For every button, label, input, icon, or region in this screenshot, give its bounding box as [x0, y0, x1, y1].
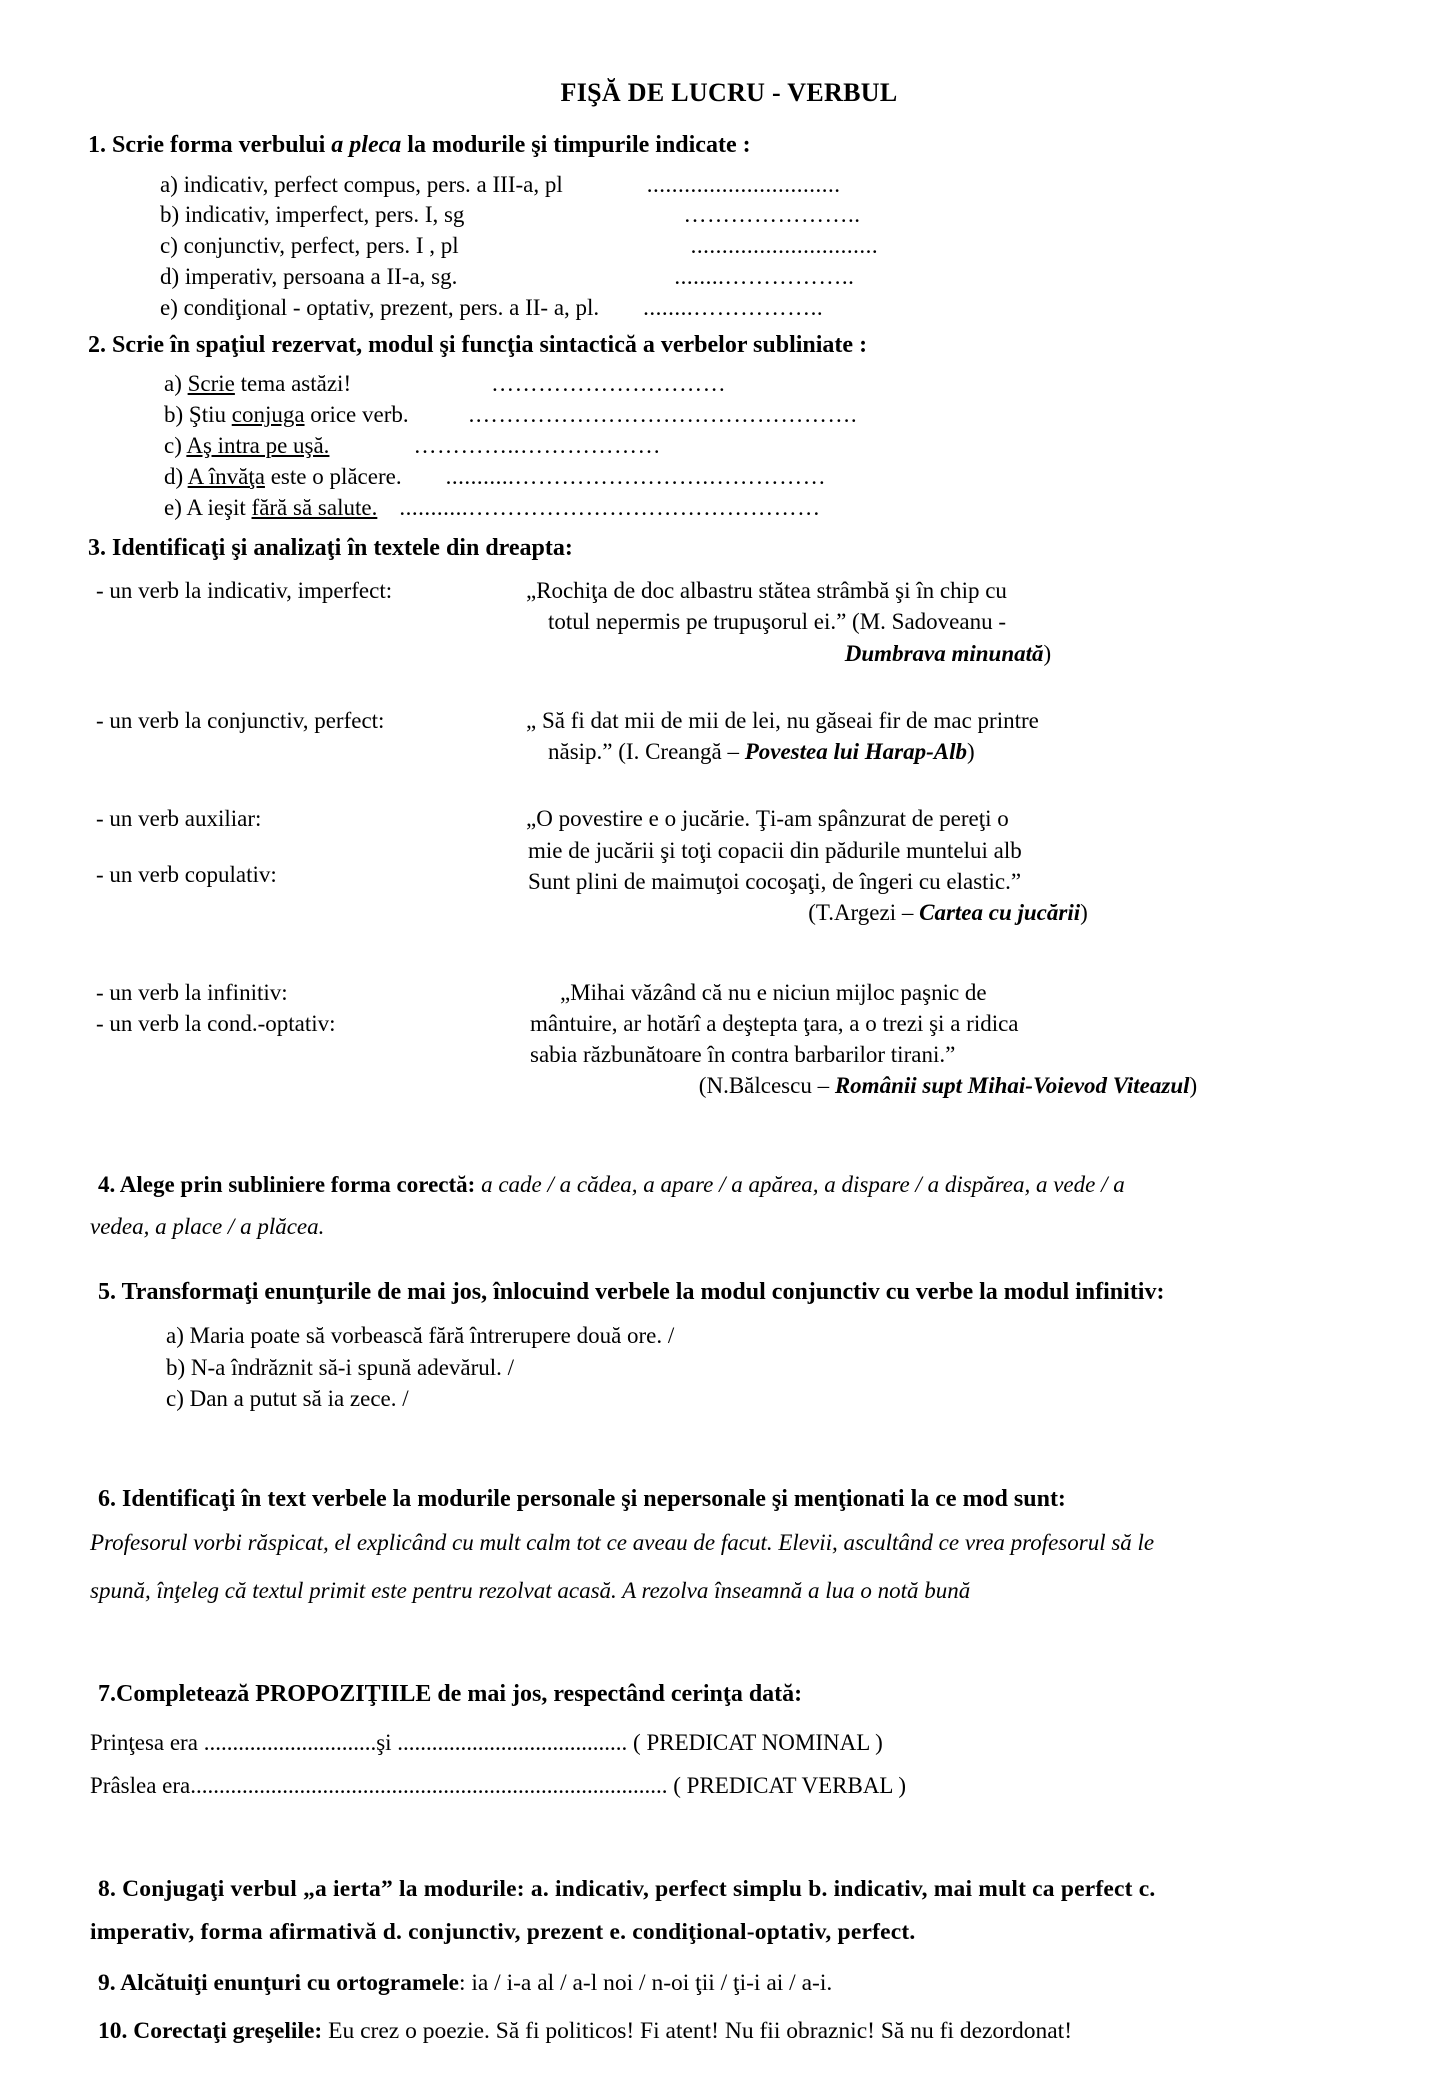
sentence-start: Prâslea era	[90, 1773, 191, 1799]
exercise-3-row-1	[88, 575, 1370, 669]
exercise-1-items	[88, 170, 1370, 324]
list-item	[88, 231, 1370, 262]
answer-blank[interactable]: …………..………………	[413, 433, 661, 459]
exercise-2-heading: 2. Scrie în spaţiul rezervat, modul şi funcţia sintactică a verbelor subliniate :	[88, 331, 868, 358]
list-item: c) Dan a putut să ia zece. /	[166, 1385, 409, 1411]
exercise-3-row-3	[88, 803, 1370, 928]
page-title: FIŞĂ DE LUCRU - VERBUL	[560, 78, 898, 107]
exercise-9-body: : ia / i-a al / a-l noi / n-oi ţii / ţi-i ai / a-i.	[458, 1969, 833, 1996]
exercise-8-line-2: imperativ, forma afirmativă d. conjunctiv, prezent e. condiţional-optativ, perfect.	[90, 1919, 916, 1946]
answer-blank[interactable]: …………………..	[683, 202, 861, 228]
spacer	[88, 1808, 1370, 1868]
answer-blank[interactable]: ........……………..	[674, 264, 855, 290]
exercise-3-quote	[526, 705, 1370, 768]
exercise-6-paragraph-1: Profesorul vorbi răspicat, el explicând cu mult calm tot ce aveau de facut. Elevii, ascultând ce vrea profesorul să le	[90, 1529, 1155, 1555]
exercise-2-item-c	[164, 431, 329, 462]
item-suffix: este o plăcere.	[264, 463, 402, 489]
quote-line: „ Să fi dat mii de mii de lei, nu găseai fir de mac printre	[526, 707, 1039, 733]
exercise-4-body-2: vedea, a place / a plăcea.	[90, 1214, 325, 1240]
exercise-3-prompt: - un verb la conjunctiv, perfect:	[96, 707, 385, 733]
work-title: Povestea lui Harap-Alb	[744, 739, 968, 765]
predicate-tag: ( PREDICAT NOMINAL )	[627, 1729, 883, 1755]
sentence-start: Prinţesa era	[90, 1729, 204, 1755]
item-prefix: a)	[164, 371, 188, 397]
exercise-1-heading-post: la modurile şi timpurile indicate :	[401, 132, 751, 158]
exercise-2-item-a	[164, 369, 351, 400]
quote-line: mântuire, ar hotărî a deştepta ţara, a o trezi şi a ridica	[530, 1010, 1019, 1036]
exercise-5-heading: 5. Transformaţi enunţurile de mai jos, înlocuind verbele la modul conjunctiv cu verbe la modul infinitiv:	[98, 1278, 1165, 1305]
item-suffix: orice verb.	[304, 402, 409, 428]
exercise-7-line-1	[88, 1721, 1370, 1765]
spacer	[88, 1104, 1370, 1164]
exercise-3-row-4	[88, 977, 1370, 1102]
quote-line: Sunt plini de maimuţoi cocoşaţi, de îngeri cu elastic.”	[528, 869, 1022, 894]
answer-blank[interactable]: ........……………..	[643, 294, 824, 320]
item-prefix: d)	[164, 463, 188, 489]
exercise-3-prompt: - un verb la indicativ, imperfect:	[96, 578, 393, 604]
list-item	[88, 462, 1370, 493]
quote-attribution	[526, 1070, 1370, 1101]
quote-line: „O povestire e o jucărie. Ţi-am spânzurat de pereţi o	[526, 806, 1009, 832]
underlined-verb: fără să salute.	[251, 494, 378, 520]
exercise-3-prompt: - un verb la cond.-optativ:	[96, 1010, 336, 1036]
list-item	[88, 200, 1370, 231]
work-title: Dumbrava minunată	[844, 640, 1044, 666]
list-item	[88, 170, 1370, 201]
exercise-9	[88, 1965, 1370, 2003]
exercise-1-item-a-label: a) indicativ, perfect compus, pers. a III-a, pl	[160, 171, 563, 197]
underlined-verb: Aş intra pe uşă.	[186, 433, 330, 459]
exercise-1-item-c-label: c) conjunctiv, perfect, pers. I , pl	[160, 233, 459, 259]
exercise-9-heading: 9. Alcătuiţi enunţuri cu ortogramele	[98, 1969, 459, 1996]
exercise-2-items	[88, 369, 1370, 523]
list-item	[88, 400, 1370, 431]
exercise-2-item-b	[164, 400, 409, 431]
item-suffix: tema astăzi!	[234, 371, 352, 397]
list-item	[88, 293, 1370, 324]
spacer	[88, 931, 1370, 977]
spacer	[88, 1418, 1370, 1478]
attribution-tail: )	[967, 739, 975, 765]
spacer	[88, 671, 1370, 705]
answer-blank[interactable]: ..............................	[690, 233, 879, 259]
exercise-4	[88, 1164, 1370, 1207]
exercise-3-heading: 3. Identificaţi şi analizaţi în textele din dreapta:	[88, 535, 573, 562]
list-item	[88, 431, 1370, 462]
quote-line: „Rochiţa de doc albastru stătea strâmbă şi în chip cu	[526, 578, 1007, 604]
quote-line: „Mihai văzând că nu e niciun mijloc paşnic de	[560, 979, 987, 1005]
exercise-3-quote	[526, 803, 1370, 928]
quote-attribution	[526, 736, 1370, 767]
list-item	[88, 262, 1370, 293]
exercise-6-heading: 6. Identificaţi în text verbele la modurile personale şi nepersonale şi menţionati la ce mod sunt:	[98, 1486, 1066, 1513]
quote-line: totul nepermis pe trupuşorul ei.” (M. Sadoveanu -	[548, 609, 1006, 635]
attribution-head: năsip.” (I. Creangă –	[548, 739, 745, 765]
quote-line: sabia răzbunătoare în contra barbarilor tirani.”	[530, 1042, 956, 1068]
exercise-1-item-d-label: d) imperativ, persoana a II-a, sg.	[160, 264, 458, 290]
work-title: Cartea cu jucării	[919, 900, 1081, 926]
exercise-5-items	[88, 1320, 1370, 1414]
item-prefix: e) A ieşit	[164, 494, 252, 520]
attribution-tail: )	[1043, 640, 1052, 666]
quote-attribution	[526, 638, 1370, 669]
spacer	[88, 1613, 1370, 1673]
exercise-6-paragraph-2: spună, înţeleg că textul primit este pentru rezolvat acasă. A rezolva înseamnă a lua o notă bună	[90, 1578, 971, 1604]
underlined-verb: conjuga	[231, 402, 305, 428]
underlined-verb: A învăţa	[187, 463, 265, 489]
exercise-8-line-1: 8. Conjugaţi verbul „a ierta” la modurile: a. indicativ, perfect simplu b. indicativ, mai mult ca perfect c.	[98, 1875, 1156, 1902]
item-prefix: b) Ştiu	[164, 402, 232, 428]
exercise-1-heading	[88, 130, 1370, 162]
exercise-4-heading: 4. Alege prin subliniere forma corectă:	[98, 1171, 476, 1197]
work-title: Românii supt Mihai-Voievod Viteazul	[834, 1073, 1190, 1099]
list-item: b) N-a îndrăznit să-i spună adevărul. /	[166, 1354, 515, 1380]
exercise-3-quote	[526, 977, 1370, 1102]
exercise-3-prompt: - un verb copulativ:	[96, 861, 277, 887]
attribution-head: (N.Bălcescu –	[698, 1073, 835, 1099]
answer-blank[interactable]: ...............................	[646, 171, 841, 197]
exercise-1-heading-pre: 1. Scrie forma verbului	[88, 132, 332, 158]
exercise-4-body: a cade / a cădea, a apare / a apărea, a dispare / a dispărea, a vede / a	[475, 1171, 1125, 1197]
exercise-3-quote	[526, 575, 1370, 669]
exercise-1-item-b-label: b) indicativ, imperfect, pers. I, sg	[160, 202, 465, 228]
exercise-10-body: Eu crez o poezie. Să fi politicos! Fi atent! Nu fii obraznic! Să nu fi dezordonat!	[322, 2017, 1073, 2044]
spacer	[88, 769, 1370, 803]
answer-blank[interactable]: ..............................	[203, 1729, 377, 1755]
exercise-3-prompt-group	[88, 977, 526, 1102]
spacer	[88, 1249, 1370, 1271]
attribution-head: (T.Argezi –	[808, 900, 920, 926]
list-item	[88, 369, 1370, 400]
exercise-10	[88, 2013, 1370, 2051]
list-item	[88, 493, 1370, 524]
quote-attribution	[526, 897, 1370, 928]
answer-blank[interactable]: ...........………………………………………	[399, 494, 821, 520]
attribution-tail: )	[1080, 900, 1088, 926]
predicate-tag: ( PREDICAT VERBAL )	[667, 1773, 907, 1799]
exercise-10-heading: 10. Corectaţi greşelile:	[98, 2017, 323, 2044]
exercise-3-prompt-group	[88, 803, 526, 928]
exercise-7-line-2	[88, 1764, 1370, 1808]
answer-blank[interactable]: ...........…………………….……………	[445, 463, 827, 489]
exercise-3-prompt: - un verb auxiliar:	[96, 806, 262, 832]
underlined-verb: Scrie	[187, 371, 235, 397]
item-prefix: c)	[164, 433, 187, 459]
quote-line: mie de jucării şi toţi copacii din pădurile muntelui alb	[528, 837, 1022, 863]
list-item: a) Maria poate să vorbească fără întrerupere două ore. /	[166, 1323, 675, 1349]
answer-blank[interactable]: …………………………	[491, 371, 727, 397]
attribution-tail: )	[1189, 1073, 1198, 1099]
exercise-1-item-e-label: e) condiţional - optativ, prezent, pers. a II- a, pl.	[160, 294, 600, 320]
exercise-2-item-e	[164, 493, 377, 524]
exercise-3-row-2	[88, 705, 1370, 768]
sentence-conjunction: şi	[376, 1729, 398, 1755]
exercise-3-prompt: - un verb la infinitiv:	[96, 979, 288, 1005]
answer-blank[interactable]: ...................................................................................	[190, 1773, 668, 1799]
exercise-1-heading-verb: a pleca	[331, 132, 402, 158]
exercise-7-heading: 7.Completează PROPOZIŢIILE de mai jos, respectând cerinţa dată:	[98, 1680, 803, 1707]
exercise-2-item-d	[164, 462, 402, 493]
answer-blank[interactable]: ........................................	[397, 1729, 628, 1755]
answer-blank[interactable]: .………………………………………….	[468, 402, 858, 428]
